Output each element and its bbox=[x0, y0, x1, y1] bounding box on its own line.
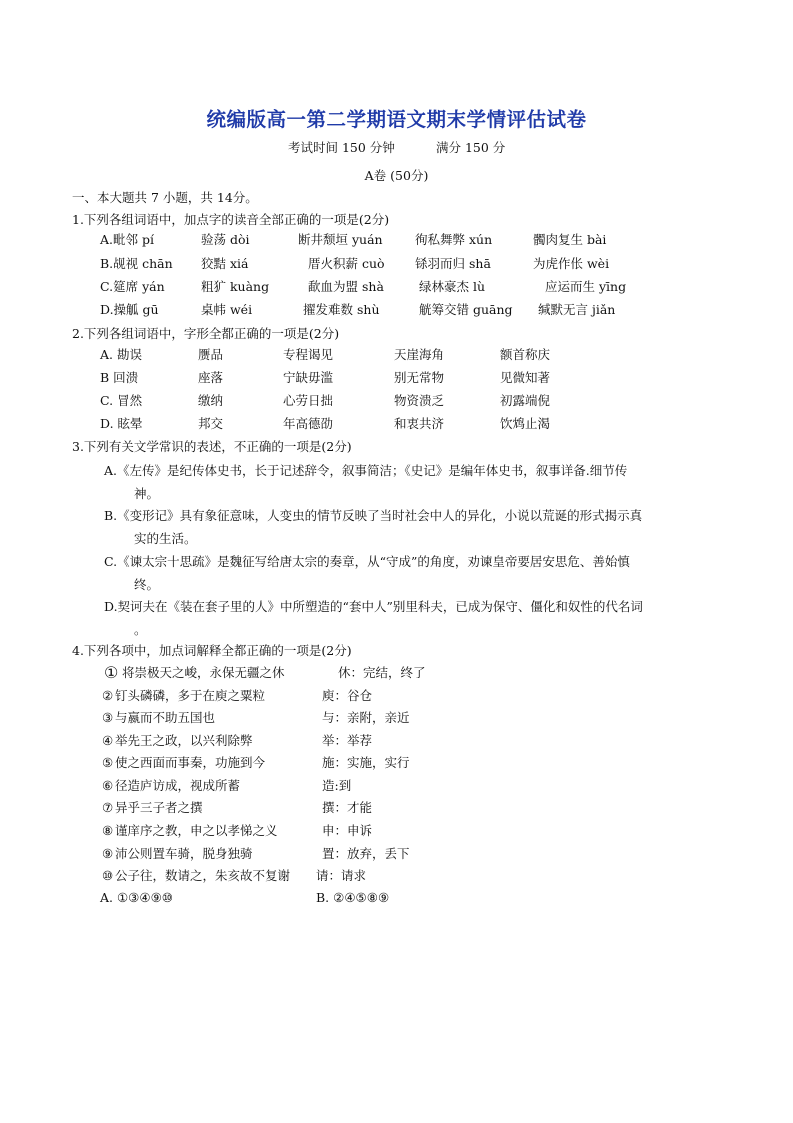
q2-cell: D. 眩晕 bbox=[100, 416, 143, 431]
section-a-heading: A卷 (50分) bbox=[364, 168, 429, 183]
q2-cell: C. 冒然 bbox=[100, 393, 143, 408]
q3-option-b: B.《变形记》具有象征意味，人变虫的情节反映了当时社会中人的异化，小说以荒诞的形式揭示真 bbox=[104, 508, 643, 523]
q3-option-a: A.《左传》是纪传体史书，长于记述辞令，叙事简洁；《史记》是编年体史书，叙事详备.细节传 bbox=[104, 463, 628, 478]
q2-cell: 饮鸩止渴 bbox=[500, 416, 551, 431]
q2-stem: 2.下列各组词语中，字形全都正确的一项是(2分) bbox=[72, 326, 340, 341]
q2-cell: 座落 bbox=[198, 370, 224, 385]
q4-item-number: ⑨ bbox=[102, 846, 114, 861]
q1-cell: C.筵席 yán bbox=[100, 279, 165, 294]
q1-cell: D.操觚 gū bbox=[100, 302, 159, 317]
q1-cell: 断井颓垣 yuán bbox=[298, 232, 383, 247]
q2-cell: 天崖海角 bbox=[394, 347, 445, 362]
q1-cell: 歃血为盟 shà bbox=[308, 279, 384, 294]
q1-cell: 粗犷 kuàng bbox=[201, 279, 270, 294]
q1-cell: 徇私舞弊 xún bbox=[415, 232, 493, 247]
q4-item-number: ⑥ bbox=[102, 778, 114, 793]
q2-cell: 物资溃乏 bbox=[394, 393, 445, 408]
q1-cell: 为虎作伥 wèi bbox=[533, 256, 610, 271]
q3-option-c-cont: 终。 bbox=[134, 577, 160, 592]
q2-cell: 别无常物 bbox=[394, 370, 445, 385]
q4-item-sentence: 举先王之政，以兴利除弊 bbox=[115, 733, 253, 748]
q3-option-d-cont: 。 bbox=[134, 622, 147, 637]
q4-item-sentence: 径造庐访成，视成所蓄 bbox=[115, 778, 241, 793]
q4-item-gloss: 与：亲附，亲近 bbox=[322, 710, 410, 725]
q1-cell: A.毗邻 pí bbox=[100, 232, 154, 247]
q2-cell: A. 勘误 bbox=[100, 347, 142, 362]
q1-cell: 应运而生 yīng bbox=[545, 279, 627, 294]
q4-stem: 4.下列各项中，加点词解释全都正确的一项是(2分) bbox=[72, 643, 352, 658]
q4-item-sentence: 使之西面而事秦，功施到今 bbox=[115, 755, 266, 770]
q2-cell: 和衷共济 bbox=[394, 416, 445, 431]
q2-cell: 年高德劭 bbox=[283, 416, 334, 431]
q4-item-gloss: 造:到 bbox=[322, 778, 352, 793]
q1-cell: 擢发难数 shù bbox=[303, 302, 380, 317]
q4-item-number: ⑩ bbox=[102, 868, 114, 883]
q4-item-number: ① bbox=[104, 663, 119, 682]
q4-item-gloss: 施：实施，实行 bbox=[322, 755, 410, 770]
q4-item-sentence: 沛公则置车骑，脱身独骑 bbox=[115, 846, 253, 861]
exam-score: 满分 150 分 bbox=[436, 140, 506, 155]
q1-cell: 髑肉复生 bài bbox=[533, 232, 607, 247]
q4-item-number: ③ bbox=[102, 710, 114, 725]
q3-stem: 3.下列有关文学常识的表述，不正确的一项是(2分) bbox=[72, 439, 352, 454]
q4-item-gloss: 请：请求 bbox=[316, 868, 367, 883]
q4-item-sentence: 公子往，数请之，朱亥故不复谢 bbox=[115, 868, 291, 883]
q1-cell: 厝火积薪 cuò bbox=[308, 256, 385, 271]
q1-cell: 绿林豪杰 lù bbox=[419, 279, 486, 294]
q1-cell: 验荡 dòi bbox=[201, 232, 250, 247]
q2-cell: 宁缺毋滥 bbox=[283, 370, 334, 385]
q1-stem: 1.下列各组词语中，加点字的读音全部正确的一项是(2分) bbox=[72, 212, 390, 227]
q3-option-c: C.《谏太宗十思疏》是魏征写给唐太宗的奏章，从“守成”的角度，劝谏皇帝要居安思危、善始慎 bbox=[104, 554, 630, 569]
q4-item-sentence: 与嬴而不助五国也 bbox=[115, 710, 216, 725]
q4-item-number: ⑤ bbox=[102, 755, 114, 770]
q1-cell: 铩羽而归 shā bbox=[415, 256, 491, 271]
exam-time: 考试时间 150 分钟 bbox=[288, 140, 395, 155]
q4-item-gloss: 申：申诉 bbox=[322, 823, 373, 838]
q4-item-number: ⑧ bbox=[102, 823, 114, 838]
q3-option-b-cont: 实的生活。 bbox=[134, 531, 197, 546]
q4-item-number: ② bbox=[102, 688, 114, 703]
q4-item-sentence: 异乎三子者之撰 bbox=[115, 800, 203, 815]
q4-item-gloss: 庾：谷仓 bbox=[322, 688, 373, 703]
q1-cell: 缄默无言 jiǎn bbox=[538, 302, 616, 317]
q1-cell: 觥筹交错 guāng bbox=[419, 302, 513, 317]
q3-option-d: D.契诃夫在《装在套子里的人》中所塑造的“套中人”别里科夫，已成为保守、僵化和奴性的代名词 bbox=[104, 599, 643, 614]
q4-item-sentence: 将崇极天之峻，永保无疆之休 bbox=[122, 665, 285, 680]
q4-item-gloss: 举：举荐 bbox=[322, 733, 373, 748]
q2-cell: 额首称庆 bbox=[500, 347, 551, 362]
q3-option-a-cont: 神。 bbox=[134, 486, 160, 501]
q4-item-gloss: 休：完结，终了 bbox=[338, 665, 426, 680]
q4-item-gloss: 撰：才能 bbox=[322, 800, 373, 815]
q2-cell: 缴纳 bbox=[198, 393, 224, 408]
q4-option-b: B. ②④⑤⑧⑨ bbox=[316, 890, 390, 905]
q2-cell: 见微知著 bbox=[500, 370, 551, 385]
q2-cell: 邦交 bbox=[198, 416, 224, 431]
q2-cell: 初露端倪 bbox=[500, 393, 551, 408]
q4-option-a: A. ①③④⑨⑩ bbox=[100, 890, 174, 905]
q1-cell: 狡黠 xiá bbox=[201, 256, 249, 271]
q2-cell: 心劳日拙 bbox=[283, 393, 334, 408]
q4-item-number: ⑦ bbox=[102, 800, 114, 815]
q4-item-gloss: 置：放弃，丢下 bbox=[322, 846, 410, 861]
q4-item-sentence: 钉头磷磷，多于在庾之粟粒 bbox=[115, 688, 266, 703]
q1-cell: 桌帏 wéi bbox=[201, 302, 253, 317]
q2-cell: 赝品 bbox=[198, 347, 224, 362]
part1-heading: 一、本大题共 7 小题，共 14分。 bbox=[72, 190, 258, 205]
q1-cell: B.觇视 chān bbox=[100, 256, 173, 271]
q4-item-sentence: 谨庠序之教，申之以孝悌之义 bbox=[115, 823, 278, 838]
page-title: 统编版高一第二学期语文期末学情评估试卷 bbox=[206, 108, 587, 131]
q4-item-number: ④ bbox=[102, 733, 114, 748]
q2-cell: 专程谒见 bbox=[283, 347, 334, 362]
q2-cell: B 回溃 bbox=[100, 370, 139, 385]
